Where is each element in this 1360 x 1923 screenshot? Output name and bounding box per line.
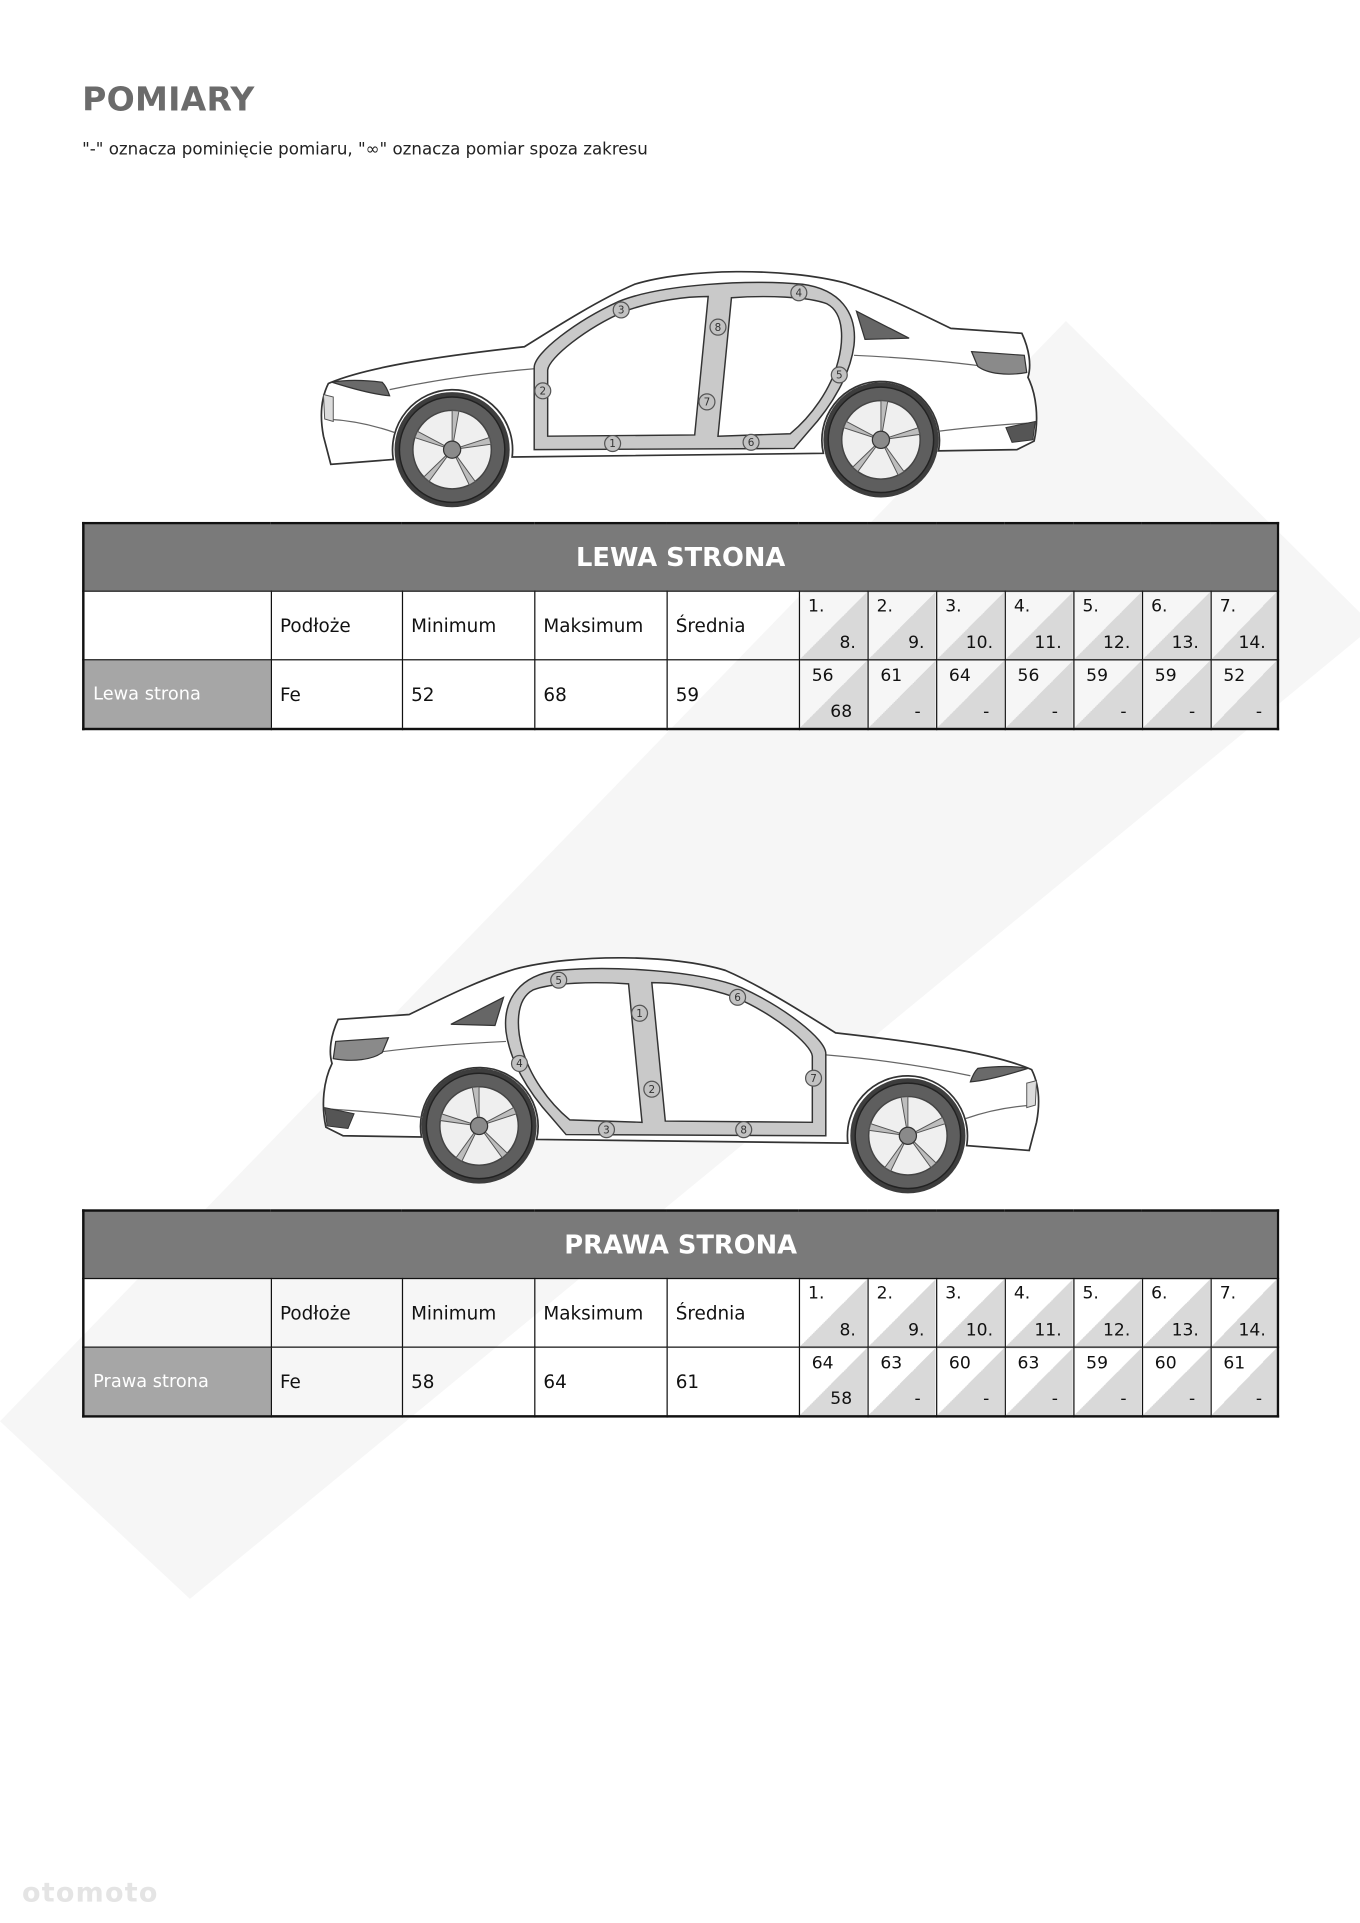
point-value-5-12 (1073, 660, 1142, 729)
point-value-top: 59 (1086, 666, 1109, 687)
point-value-6-13 (1142, 660, 1211, 729)
point-number-bottom: 12. (1102, 1320, 1131, 1341)
point-number-top: 4. (1013, 596, 1031, 617)
point-header-7-14 (1211, 591, 1278, 660)
row-label: Lewa strona (83, 660, 270, 729)
point-number-top: 3. (945, 596, 962, 617)
marker-label: 8 (740, 1124, 748, 1137)
marker-3 (613, 302, 629, 318)
marker-8 (710, 319, 726, 335)
table-title-row (83, 1211, 1278, 1279)
marker-label: 2 (539, 385, 547, 398)
point-value-top: 64 (811, 1353, 834, 1374)
average-value: 59 (667, 660, 799, 729)
marker-label: 6 (734, 992, 741, 1005)
point-header-2-9 (867, 591, 936, 660)
point-value-bottom: - (1189, 702, 1196, 722)
column-header-maximum: Maksimum (534, 1279, 666, 1348)
point-number-bottom: 13. (1171, 1320, 1199, 1341)
point-value-5-12 (1073, 1347, 1142, 1416)
point-number-top: 1. (808, 1284, 825, 1304)
marker-label: 7 (810, 1072, 817, 1085)
marker-label: 1 (609, 438, 616, 451)
point-header-3-10 (936, 1279, 1005, 1348)
average-value: 61 (667, 1347, 799, 1416)
point-header-2-9 (867, 1279, 936, 1348)
point-header-6-13 (1142, 591, 1211, 660)
marker-5 (551, 972, 567, 988)
point-header-3-10 (936, 591, 1005, 660)
point-header-1-8 (799, 591, 868, 660)
point-value-bottom: - (1255, 1389, 1263, 1410)
point-number-bottom: 13. (1171, 633, 1199, 654)
point-value-bottom: 68 (830, 702, 853, 722)
marker-label: 5 (835, 369, 843, 382)
point-value-4-11 (1005, 660, 1074, 729)
point-header-4-11 (1005, 1279, 1074, 1348)
point-value-bottom: - (1255, 702, 1263, 722)
point-value-3-10 (936, 1347, 1005, 1416)
marker-1 (632, 1005, 648, 1021)
column-header-row (83, 591, 1278, 660)
point-value-bottom: - (1120, 702, 1127, 722)
point-number-top: 4. (1013, 1284, 1031, 1304)
marker-5 (831, 367, 847, 383)
point-number-top: 6. (1151, 1284, 1168, 1304)
marker-8 (736, 1122, 752, 1138)
point-value-top: 64 (948, 666, 971, 687)
point-number-top: 6. (1151, 596, 1168, 617)
empty-header-cell (83, 1279, 270, 1348)
minimum-value: 52 (402, 660, 534, 729)
maximum-value: 64 (534, 1347, 666, 1416)
point-value-2-9 (867, 660, 936, 729)
column-header-substrate: Podłoże (271, 1279, 402, 1348)
point-value-1-8 (799, 660, 868, 729)
point-value-bottom: - (914, 1389, 921, 1410)
point-value-7-14 (1211, 660, 1278, 729)
front-wheel (395, 392, 510, 507)
marker-label: 4 (516, 1058, 523, 1071)
page-title: POMIARY (82, 80, 255, 119)
table-title: PRAWA STRONA (83, 1211, 1278, 1279)
point-number-bottom: 11. (1034, 633, 1062, 654)
point-value-6-13 (1142, 1347, 1211, 1416)
point-number-bottom: 8. (839, 1320, 856, 1341)
point-value-bottom: - (914, 702, 921, 722)
rear-wheel (823, 382, 938, 497)
point-number-top: 1. (808, 596, 825, 617)
point-number-top: 3. (945, 1284, 962, 1304)
point-number-bottom: 14. (1238, 1320, 1266, 1341)
point-value-4-11 (1005, 1347, 1074, 1416)
left-side-table (82, 522, 1279, 730)
point-value-top: 56 (811, 666, 834, 687)
grille (323, 395, 333, 422)
point-value-top: 52 (1223, 666, 1246, 687)
point-value-top: 60 (1154, 1353, 1177, 1374)
marker-label: 8 (714, 321, 722, 334)
point-value-top: 59 (1154, 666, 1177, 687)
minimum-value: 58 (402, 1347, 534, 1416)
row-label: Prawa strona (83, 1347, 270, 1416)
column-header-row (83, 1279, 1278, 1348)
marker-4 (791, 285, 807, 301)
point-value-7-14 (1211, 1347, 1279, 1416)
point-value-2-9 (867, 1347, 936, 1416)
column-header-substrate: Podłoże (271, 591, 402, 660)
point-header-5-12 (1073, 1279, 1142, 1348)
point-number-top: 5. (1082, 596, 1099, 617)
marker-4 (512, 1056, 528, 1072)
point-value-bottom: - (1189, 1389, 1196, 1410)
watermark-logo: otomoto (22, 1878, 159, 1909)
marker-6 (743, 434, 759, 450)
point-value-top: 61 (880, 666, 903, 687)
maximum-value: 68 (534, 660, 666, 729)
point-number-bottom: 9. (908, 633, 925, 654)
point-value-bottom: - (983, 702, 990, 722)
point-number-bottom: 8. (839, 633, 856, 654)
point-value-bottom: - (983, 1389, 990, 1410)
marker-label: 4 (795, 287, 803, 300)
marker-label: 3 (603, 1124, 610, 1137)
table-row (83, 660, 1278, 729)
column-header-average: Średnia (667, 591, 799, 660)
point-header-7-14 (1211, 1279, 1279, 1348)
point-number-bottom: 10. (965, 633, 994, 654)
column-header-minimum: Minimum (402, 1279, 534, 1348)
point-header-6-13 (1142, 1279, 1211, 1348)
point-value-top: 60 (948, 1353, 971, 1374)
point-value-top: 56 (1017, 666, 1040, 687)
substrate-value: Fe (271, 660, 402, 729)
marker-label: 6 (747, 436, 755, 449)
point-value-3-10 (936, 660, 1005, 729)
point-value-1-8 (799, 1347, 868, 1416)
point-number-bottom: 9. (908, 1320, 925, 1341)
legend-note: "-" oznacza pominięcie pomiaru, "∞" oznacza pomiar spoza zakresu (82, 139, 648, 160)
table-title-row (83, 523, 1278, 591)
marker-label: 2 (648, 1083, 656, 1096)
point-value-top: 63 (1017, 1353, 1040, 1374)
point-number-top: 2. (876, 1284, 894, 1304)
point-value-bottom: - (1051, 1389, 1058, 1410)
marker-2 (644, 1081, 660, 1097)
table-title: LEWA STRONA (83, 523, 1278, 591)
marker-label: 5 (555, 974, 563, 987)
point-number-bottom: 14. (1238, 633, 1266, 654)
marker-7 (806, 1070, 822, 1086)
marker-7 (699, 394, 715, 410)
marker-1 (605, 436, 621, 452)
point-number-bottom: 12. (1102, 633, 1131, 654)
point-number-bottom: 10. (965, 1320, 994, 1341)
substrate-value: Fe (271, 1347, 402, 1416)
marker-label: 3 (617, 304, 625, 317)
point-value-top: 59 (1086, 1353, 1109, 1374)
point-header-1-8 (799, 1279, 868, 1348)
column-header-minimum: Minimum (402, 591, 534, 660)
marker-label: 7 (703, 396, 711, 409)
marker-2 (535, 383, 551, 399)
column-header-average: Średnia (667, 1279, 799, 1348)
point-value-bottom: - (1051, 702, 1058, 722)
point-value-bottom: - (1120, 1389, 1127, 1410)
marker-label: 1 (636, 1007, 643, 1020)
point-number-bottom: 11. (1034, 1320, 1062, 1341)
column-header-maximum: Maksimum (534, 591, 666, 660)
point-value-top: 63 (880, 1353, 903, 1374)
point-header-5-12 (1073, 591, 1142, 660)
empty-header-cell (83, 591, 270, 660)
point-value-bottom: 58 (830, 1389, 853, 1410)
point-number-top: 5. (1082, 1284, 1099, 1304)
point-header-4-11 (1005, 591, 1074, 660)
point-value-top: 61 (1223, 1353, 1246, 1374)
point-number-top: 7. (1219, 596, 1237, 617)
marker-6 (730, 989, 746, 1005)
table-row (83, 1347, 1278, 1416)
point-number-top: 2. (876, 596, 894, 617)
marker-3 (599, 1122, 615, 1138)
point-number-top: 7. (1219, 1284, 1237, 1304)
right-side-table (82, 1209, 1279, 1417)
